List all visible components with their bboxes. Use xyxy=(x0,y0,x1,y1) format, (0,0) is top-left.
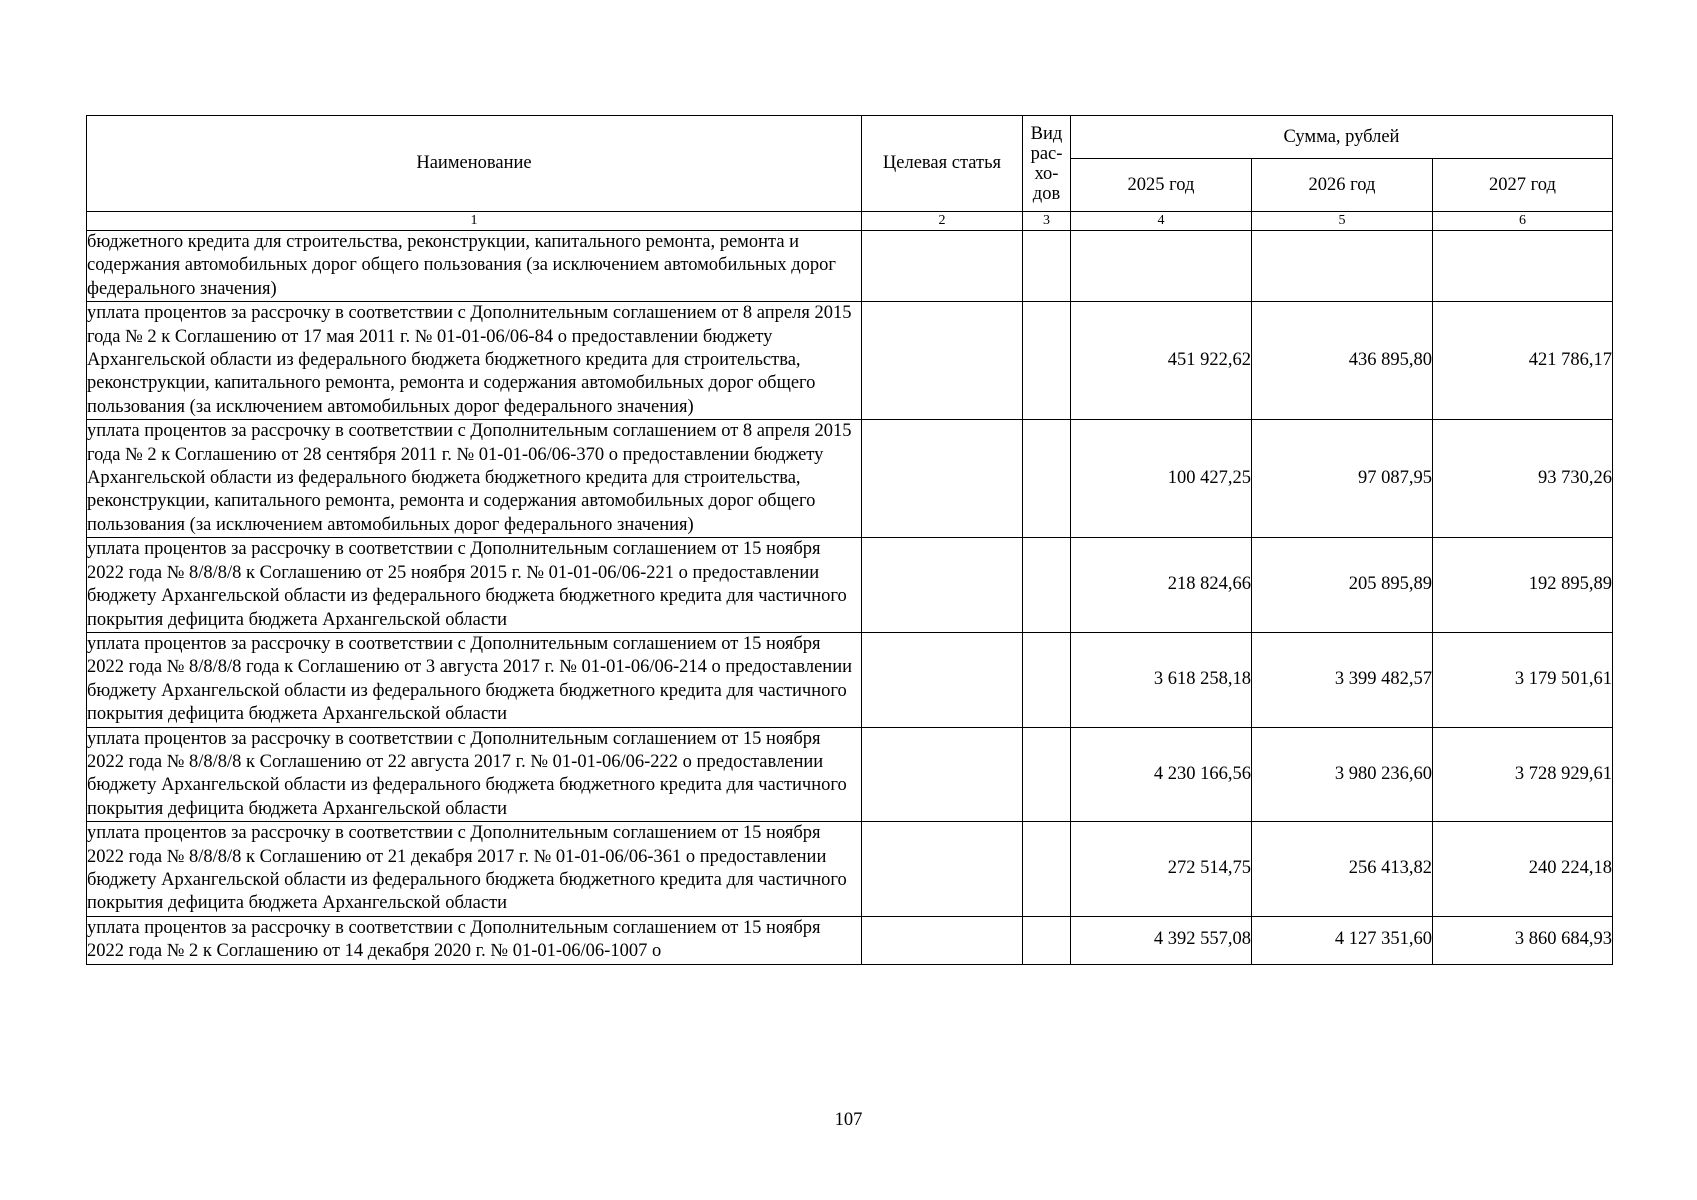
row-amount-2026 xyxy=(1252,231,1433,302)
row-amount-2026: 256 413,82 xyxy=(1252,822,1433,917)
row-amount-2025: 451 922,62 xyxy=(1071,302,1252,420)
row-amount-2026: 97 087,95 xyxy=(1252,420,1433,538)
row-amount-2027: 3 860 684,93 xyxy=(1433,916,1613,964)
table-row xyxy=(87,632,1613,727)
row-amount-2027: 3 728 929,61 xyxy=(1433,727,1613,822)
column-number-row xyxy=(87,212,1613,231)
table-row xyxy=(87,822,1613,917)
header-expense-type xyxy=(1023,116,1071,212)
row-target-article xyxy=(862,302,1023,420)
row-target-article xyxy=(862,538,1023,633)
row-name: уплата процентов за рассрочку в соответствии с Дополнительным соглашением от 15 ноября 2022 года № 8/8/8/8 к Соглашению от 22 августа 2017 г. № 01-01-06/06-222 о предоставлении бюджету Архангельской области из федерального бюджета бюджетного кредита для частичного покрытия дефицита бюджета Архангельской области xyxy=(87,727,862,822)
row-target-article xyxy=(862,916,1023,964)
row-target-article xyxy=(862,420,1023,538)
row-amount-2027: 421 786,17 xyxy=(1433,302,1613,420)
table-row xyxy=(87,538,1613,633)
row-amount-2025: 4 230 166,56 xyxy=(1071,727,1252,822)
row-expense-type xyxy=(1023,916,1071,964)
page-number: 107 xyxy=(834,1110,863,1130)
table-row xyxy=(87,916,1613,964)
table-row xyxy=(87,727,1613,822)
row-target-article xyxy=(862,822,1023,917)
row-amount-2027: 3 179 501,61 xyxy=(1433,632,1613,727)
column-number: 5 xyxy=(1252,212,1433,231)
header-name: Наименование xyxy=(87,116,862,212)
column-number: 3 xyxy=(1023,212,1071,231)
row-amount-2025: 4 392 557,08 xyxy=(1071,916,1252,964)
row-amount-2025: 218 824,66 xyxy=(1071,538,1252,633)
header-expense-type-line: хо- xyxy=(1034,163,1059,184)
row-amount-2025: 3 618 258,18 xyxy=(1071,632,1252,727)
row-expense-type xyxy=(1023,231,1071,302)
row-target-article xyxy=(862,727,1023,822)
row-amount-2025 xyxy=(1071,231,1252,302)
column-number: 2 xyxy=(862,212,1023,231)
row-amount-2026: 205 895,89 xyxy=(1252,538,1433,633)
row-expense-type xyxy=(1023,302,1071,420)
header-expense-type-line: рас- xyxy=(1030,143,1063,164)
table-row xyxy=(87,420,1613,538)
column-number: 1 xyxy=(87,212,862,231)
row-name: уплата процентов за рассрочку в соответствии с Дополнительным соглашением от 8 апреля 2015 года № 2 к Соглашению от 17 мая 2011 г. № 01-01-06/06-84 о предоставлении бюджету Архангельской области из федерального бюджета бюджетного кредита для строительства, реконструкции, капитального ремонта, ремонта и содержания автомобильных дорог общего пользования (за исключением автомобильных дорог федерального значения) xyxy=(87,302,862,420)
header-year-2026: 2026 год xyxy=(1252,159,1433,212)
row-target-article xyxy=(862,231,1023,302)
header-sum: Сумма, рублей xyxy=(1071,116,1613,159)
column-number: 4 xyxy=(1071,212,1252,231)
row-amount-2026: 3 399 482,57 xyxy=(1252,632,1433,727)
header-expense-type-line: Вид xyxy=(1030,123,1063,144)
table-row xyxy=(87,302,1613,420)
row-amount-2025: 100 427,25 xyxy=(1071,420,1252,538)
row-expense-type xyxy=(1023,822,1071,917)
row-name: уплата процентов за рассрочку в соответствии с Дополнительным соглашением от 15 ноября 2022 года № 8/8/8/8 года к Соглашению от 3 августа 2017 г. № 01-01-06/06-214 о предоставлении бюджету Архангельской области из федерального бюджета бюджетного кредита для частичного покрытия дефицита бюджета Архангельской области xyxy=(87,632,862,727)
header-expense-type-line: дов xyxy=(1032,183,1061,204)
row-target-article xyxy=(862,632,1023,727)
row-amount-2026: 4 127 351,60 xyxy=(1252,916,1433,964)
row-expense-type xyxy=(1023,727,1071,822)
row-expense-type xyxy=(1023,420,1071,538)
row-amount-2027: 192 895,89 xyxy=(1433,538,1613,633)
row-expense-type xyxy=(1023,538,1071,633)
row-expense-type xyxy=(1023,632,1071,727)
header-year-2027: 2027 год xyxy=(1433,159,1613,212)
row-name: бюджетного кредита для строительства, реконструкции, капитального ремонта, ремонта и содержания автомобильных дорог общего пользования (за исключением автомобильных дорог федерального значения) xyxy=(87,231,862,302)
budget-table xyxy=(86,115,1613,965)
table-row xyxy=(87,231,1613,302)
row-amount-2026: 436 895,80 xyxy=(1252,302,1433,420)
row-amount-2027: 240 224,18 xyxy=(1433,822,1613,917)
header-year-2025: 2025 год xyxy=(1071,159,1252,212)
row-name: уплата процентов за рассрочку в соответствии с Дополнительным соглашением от 15 ноября 2022 года № 8/8/8/8 к Соглашению от 25 ноября 2015 г. № 01-01-06/06-221 о предоставлении бюджету Архангельской области из федерального бюджета бюджетного кредита для частичного покрытия дефицита бюджета Архангельской области xyxy=(87,538,862,633)
row-amount-2026: 3 980 236,60 xyxy=(1252,727,1433,822)
column-number: 6 xyxy=(1433,212,1613,231)
row-name: уплата процентов за рассрочку в соответствии с Дополнительным соглашением от 8 апреля 2015 года № 2 к Соглашению от 28 сентября 2011 г. № 01-01-06/06-370 о предоставлении бюджету Архангельской области из федерального бюджета бюджетного кредита для строительства, реконструкции, капитального ремонта, ремонта и содержания автомобильных дорог общего пользования (за исключением автомобильных дорог федерального значения) xyxy=(87,420,862,538)
row-amount-2025: 272 514,75 xyxy=(1071,822,1252,917)
row-name: уплата процентов за рассрочку в соответствии с Дополнительным соглашением от 15 ноября 2022 года № 2 к Соглашению от 14 декабря 2020 г. № 01-01-06/06-1007 о xyxy=(87,916,862,964)
row-amount-2027: 93 730,26 xyxy=(1433,420,1613,538)
row-name: уплата процентов за рассрочку в соответствии с Дополнительным соглашением от 15 ноября 2022 года № 8/8/8/8 к Соглашению от 21 декабря 2017 г. № 01-01-06/06-361 о предоставлении бюджету Архангельской области из федерального бюджета бюджетного кредита для частичного покрытия дефицита бюджета Архангельской области xyxy=(87,822,862,917)
header-target-article: Целевая статья xyxy=(862,116,1023,212)
row-amount-2027 xyxy=(1433,231,1613,302)
